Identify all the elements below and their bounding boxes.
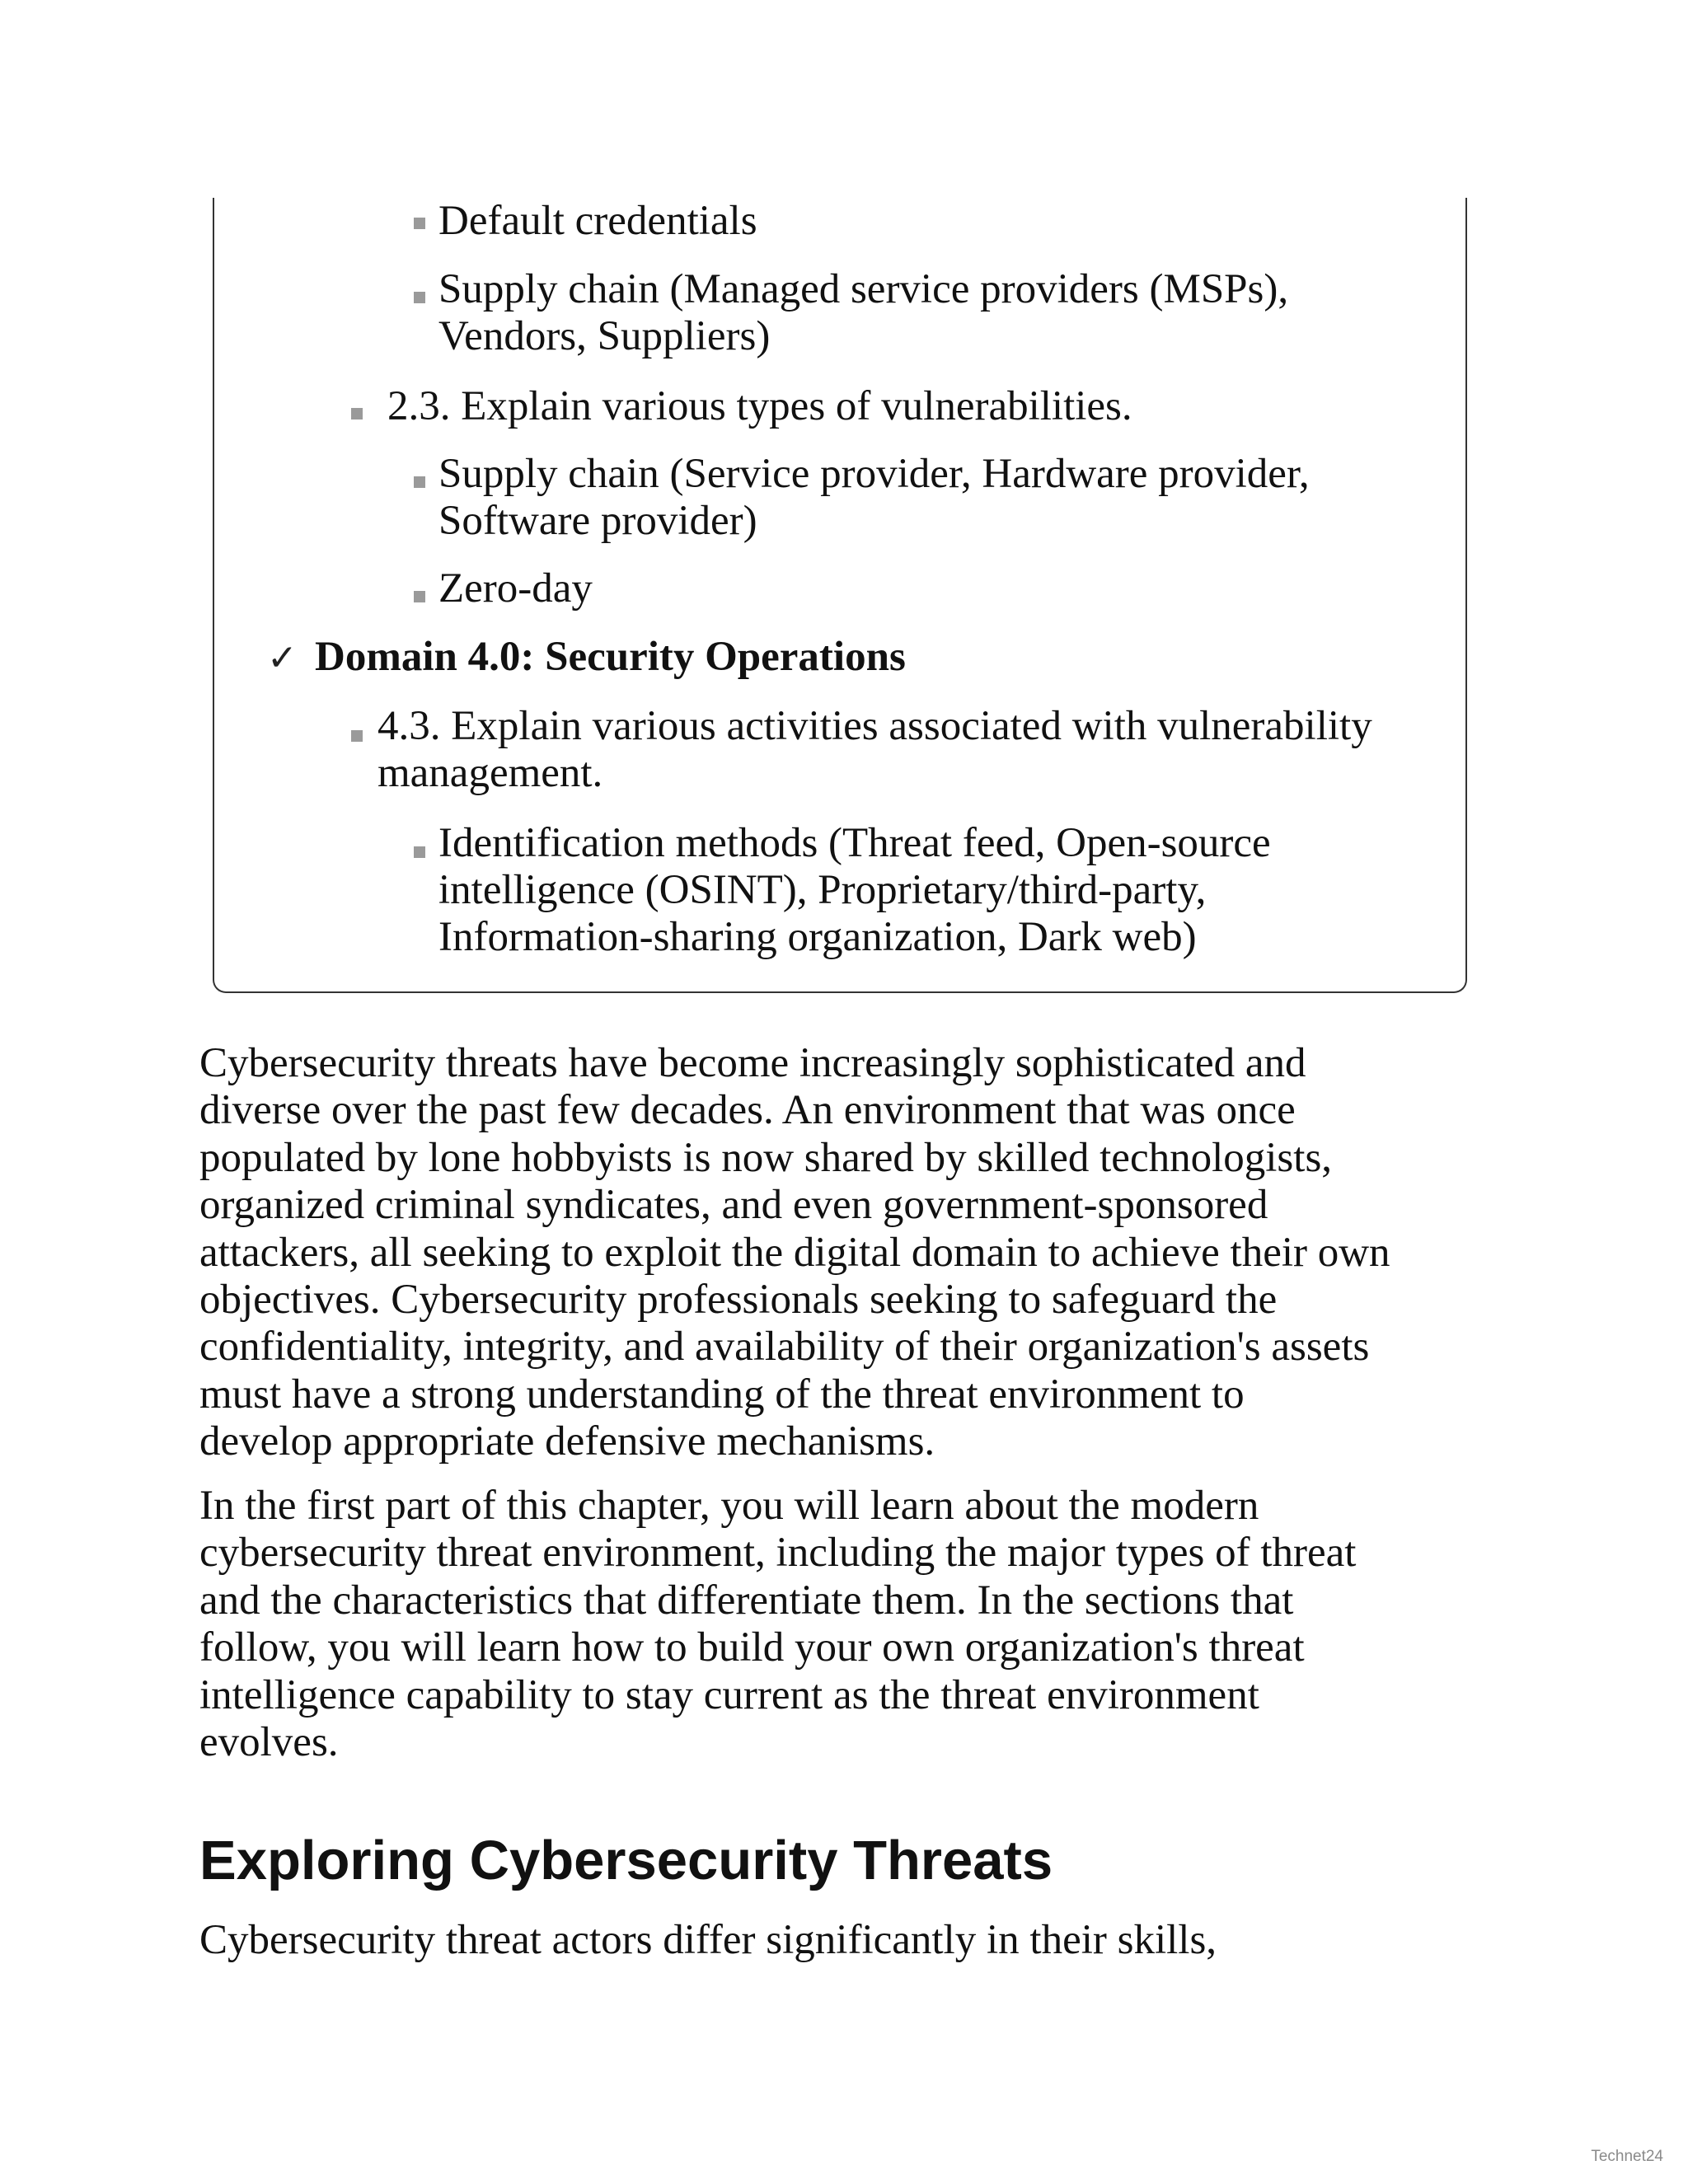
paragraph-line: evolves. (199, 1719, 339, 1766)
domain-heading: Domain 4.0: Security Operations (315, 634, 906, 680)
objective-subitem-line: Vendors, Suppliers) (438, 313, 771, 359)
paragraph-line: In the first part of this chapter, you will learn about the modern (199, 1483, 1259, 1529)
paragraph-line: must have a strong understanding of the threat environment to (199, 1371, 1245, 1418)
objective-item: 2.3. Explain various types of vulnerabilities. (387, 383, 1132, 429)
paragraph-line: populated by lone hobbyists is now shared by skilled technologists, (199, 1134, 1333, 1181)
objective-subitem-line: Supply chain (Service provider, Hardware provider, (438, 451, 1310, 497)
square-bullet-icon (414, 292, 425, 303)
paragraph-line: intelligence capability to stay current as the threat environment (199, 1671, 1259, 1718)
paragraph-line: follow, you will learn how to build your own organization's threat (199, 1624, 1305, 1671)
square-bullet-icon (414, 591, 425, 602)
paragraph-line: develop appropriate defensive mechanisms. (199, 1418, 935, 1465)
square-bullet-icon (414, 846, 425, 858)
paragraph-line: objectives. Cybersecurity professionals seeking to safeguard the (199, 1277, 1278, 1324)
watermark: Technet24 (1591, 2148, 1663, 2165)
paragraph-line: Cybersecurity threat actors differ significantly in their skills, (199, 1917, 1217, 1963)
objective-subitem-line: Information-sharing organization, Dark web) (438, 914, 1197, 960)
check-icon: ✓ (267, 637, 298, 679)
paragraph-line: attackers, all seeking to exploit the digital domain to achieve their own (199, 1229, 1390, 1276)
paragraph-line: confidentiality, integrity, and availability of their organization's assets (199, 1324, 1370, 1371)
objective-subitem-line: Supply chain (Managed service providers (MSPs), (438, 266, 1289, 312)
body-paragraph (199, 1917, 1502, 1964)
body-paragraph (199, 1483, 1502, 1766)
square-bullet-icon (414, 218, 425, 229)
section-heading: Exploring Cybersecurity Threats (199, 1830, 1053, 1891)
paragraph-line: organized criminal syndicates, and even government-sponsored (199, 1182, 1268, 1229)
objective-subitem: Zero-day (438, 565, 593, 612)
objective-item-line: management. (377, 750, 603, 796)
objective-item-line: 4.3. Explain various activities associated with vulnerability (377, 703, 1372, 749)
body-paragraph (199, 1040, 1502, 1466)
objective-subitem-line: Identification methods (Threat feed, Open-source (438, 820, 1271, 866)
paragraph-line: diverse over the past few decades. An environment that was once (199, 1087, 1296, 1134)
paragraph-line: Cybersecurity threats have become increasingly sophisticated and (199, 1040, 1306, 1086)
paragraph-line: cybersecurity threat environment, including the major types of threat (199, 1530, 1357, 1577)
square-bullet-icon (351, 408, 363, 419)
objective-subitem-line: intelligence (OSINT), Proprietary/third-party, (438, 867, 1207, 913)
square-bullet-icon (351, 730, 363, 742)
square-bullet-icon (414, 476, 425, 488)
objective-subitem: Default credentials (438, 198, 757, 244)
paragraph-line: and the characteristics that differentiate them. In the sections that (199, 1577, 1294, 1624)
objective-subitem-line: Software provider) (438, 498, 757, 544)
